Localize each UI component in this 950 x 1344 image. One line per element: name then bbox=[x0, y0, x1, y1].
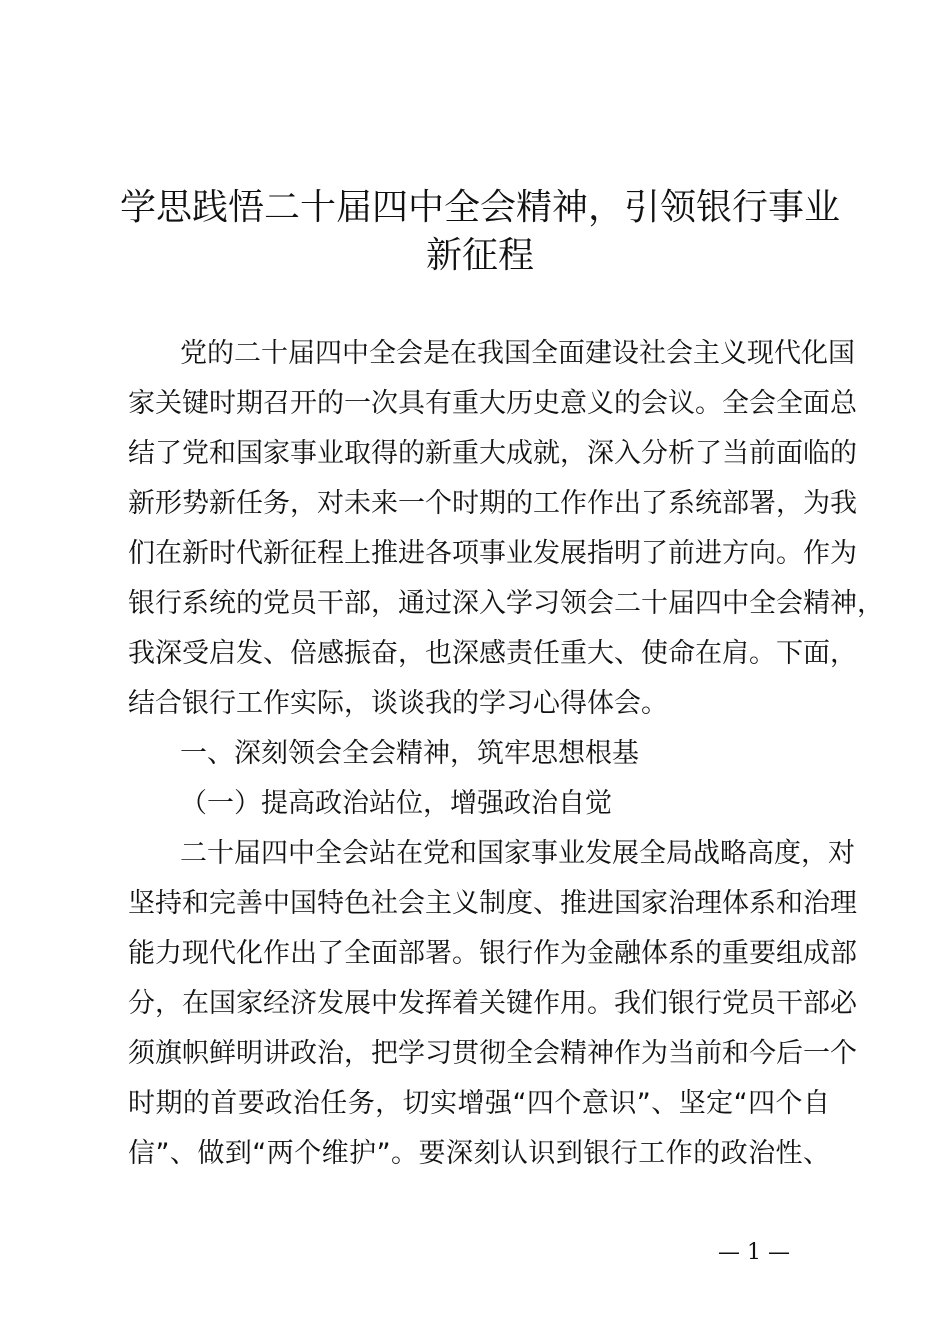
section-heading: 一、深刻领会全会精神，筑牢思想根基 bbox=[180, 738, 639, 769]
document-title-line-1: 学思践悟二十届四中全会精神，引领银行事业 bbox=[119, 187, 840, 228]
paragraph-line: 信”、做到“两个维护”。要深刻认识到银行工作的政治性、 bbox=[128, 1138, 830, 1169]
paragraph-line: 我深受启发、倍感振奋，也深感责任重大、使命在肩。下面， bbox=[128, 638, 857, 669]
paragraph-line: 须旗帜鲜明讲政治，把学习贯彻全会精神作为当前和今后一个 bbox=[128, 1038, 857, 1069]
paragraph-line: 分，在国家经济发展中发挥着关键作用。我们银行党员干部必 bbox=[128, 988, 857, 1019]
paragraph-line: 党的二十届四中全会是在我国全面建设社会主义现代化国 bbox=[180, 338, 855, 369]
paragraph-line: 能力现代化作出了全面部署。银行作为金融体系的重要组成部 bbox=[128, 938, 857, 969]
page-number: — 1 — bbox=[718, 1240, 790, 1265]
paragraph-line: 家关键时期召开的一次具有重大历史意义的会议。全会全面总 bbox=[128, 388, 857, 419]
paragraph-line: 银行系统的党员干部，通过深入学习领会二十届四中全会精神， bbox=[128, 588, 884, 619]
paragraph-line: 新形势新任务，对未来一个时期的工作作出了系统部署，为我 bbox=[128, 488, 857, 519]
paragraph-line: 二十届四中全会站在党和国家事业发展全局战略高度，对 bbox=[180, 838, 855, 869]
paragraph-line: 们在新时代新征程上推进各项事业发展指明了前进方向。作为 bbox=[128, 538, 857, 569]
paragraph-line: 结合银行工作实际，谈谈我的学习心得体会。 bbox=[128, 688, 668, 719]
document-title-line-2: 新征程 bbox=[425, 235, 534, 276]
subsection-heading: （一）提高政治站位，增强政治自觉 bbox=[180, 788, 612, 819]
paragraph-line: 时期的首要政治任务，切实增强“四个意识”、坚定“四个自 bbox=[128, 1088, 830, 1119]
paragraph-line: 坚持和完善中国特色社会主义制度、推进国家治理体系和治理 bbox=[128, 888, 857, 919]
paragraph-line: 结了党和国家事业取得的新重大成就，深入分析了当前面临的 bbox=[128, 438, 857, 469]
